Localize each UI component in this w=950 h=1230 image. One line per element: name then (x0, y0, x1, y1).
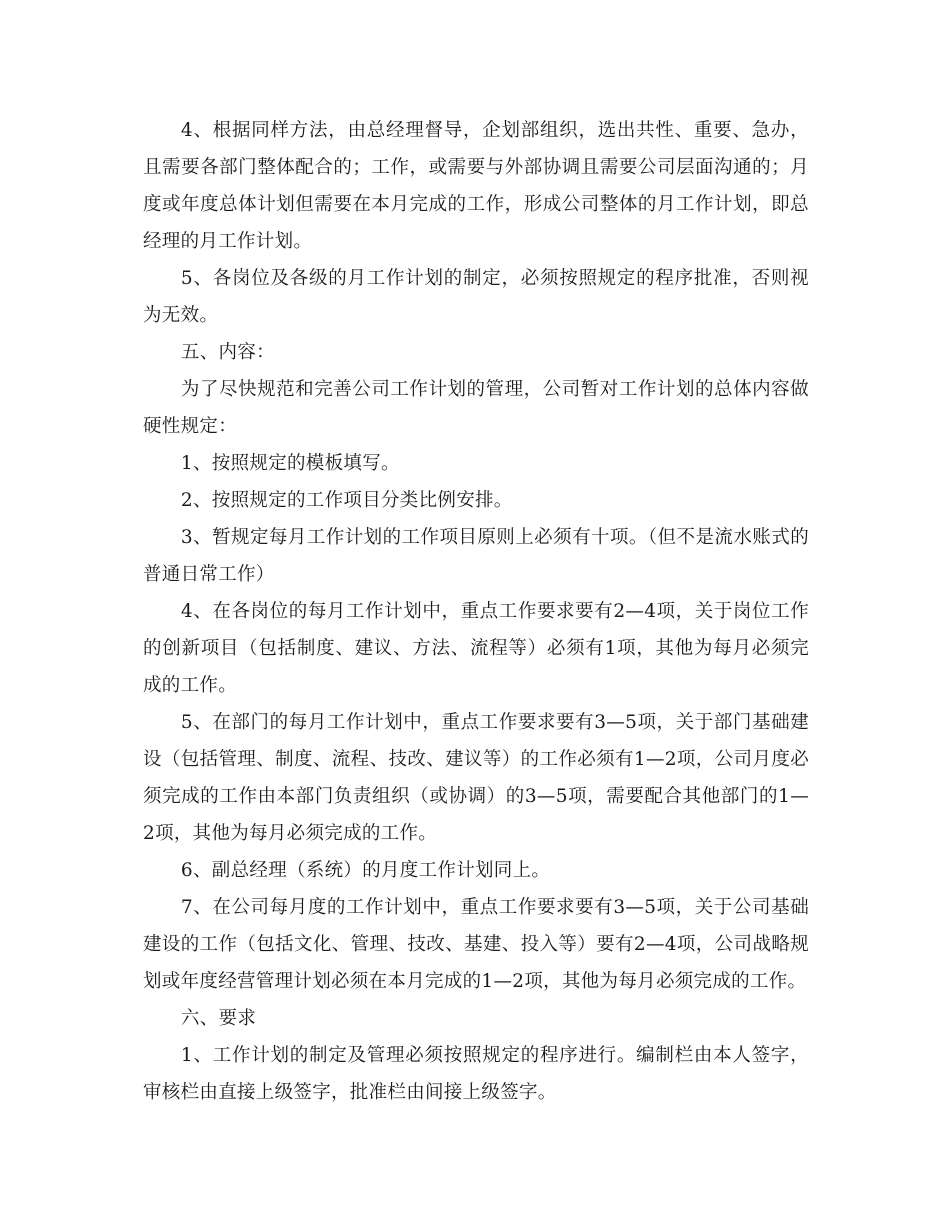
paragraph-item-5-approval: 5、各岗位及各级的月工作计划的制定，必须按照规定的程序批准，否则视为无效。 (143, 268, 809, 326)
section-heading-content: 五、内容： (180, 342, 275, 363)
paragraph-rule-7: 7、在公司每月度的工作计划中，重点工作要求要有3—5项，关于公司基础建设的工作（包括文化、管理、技改、基建、投入等）要有2—4项，公司战略规划或年度经营管理计划必须在本月完成的1—2项，其他为每月必须完成的工作。 (143, 897, 809, 992)
paragraph-rule-4: 4、在各岗位的每月工作计划中，重点工作要求要有2—4项，关于岗位工作的创新项目（包括制度、建议、方法、流程等）必须有1项，其他为每月必须完成的工作。 (143, 601, 809, 696)
paragraph-requirement-1: 1、工作计划的制定及管理必须按照规定的程序进行。编制栏由本人签字，审核栏由直接上级签字，批准栏由间接上级签字。 (143, 1045, 809, 1103)
paragraph-rule-2: 2、按照规定的工作项目分类比例安排。 (180, 490, 513, 511)
paragraph-rule-1: 1、按照规定的模板填写。 (180, 453, 400, 474)
document-body (143, 112, 809, 1111)
paragraph-content-intro: 为了尽快规范和完善公司工作计划的管理，公司暂对工作计划的总体内容做硬性规定： (143, 379, 809, 437)
paragraph-rule-5: 5、在部门的每月工作计划中，重点工作要求要有3—5项，关于部门基础建设（包括管理、制度、流程、技改、建议等）的工作必须有1—2项，公司月度必须完成的工作由本部门负责组织（或协调）的3—5项，需要配合其他部门的1—2项，其他为每月必须完成的工作。 (143, 712, 809, 844)
paragraph-item-4-monthly-plan: 4、根据同样方法，由总经理督导，企划部组织，选出共性、重要、急办，且需要各部门整体配合的；工作，或需要与外部协调且需要公司层面沟通的；月度或年度总体计划但需要在本月完成的工作，形成公司整体的月工作计划，即总经理的月工作计划。 (143, 120, 809, 252)
paragraph-rule-3: 3、暂规定每月工作计划的工作项目原则上必须有十项。（但不是流水账式的普通日常工作） (143, 527, 809, 585)
section-heading-requirements: 六、要求 (180, 1008, 257, 1029)
paragraph-rule-6: 6、副总经理（系统）的月度工作计划同上。 (180, 860, 551, 881)
